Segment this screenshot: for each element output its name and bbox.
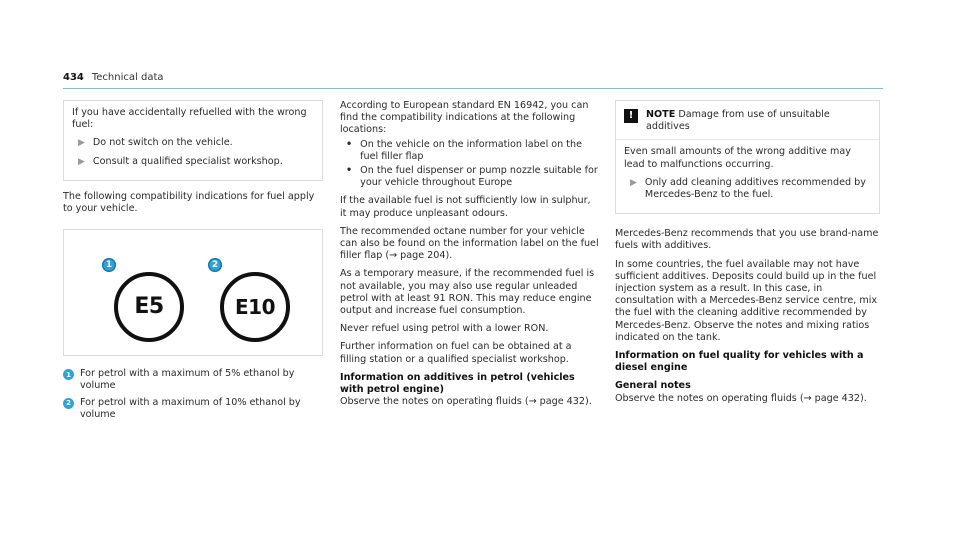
- column-3: [615, 100, 880, 411]
- location-list: [340, 139, 600, 190]
- list-item: • On the fuel dispenser or pump nozzle suitable for your vehicle throughout Europe: [340, 165, 600, 189]
- triangle-icon: ▶: [630, 177, 637, 188]
- legend-badge-2: 2: [63, 398, 74, 409]
- page-header: [63, 72, 164, 84]
- step-item: [78, 156, 314, 168]
- note-box: [615, 100, 880, 214]
- step-text: Consult a qualified specialist workshop.: [92, 155, 283, 167]
- e5-label: E5: [114, 272, 184, 342]
- figure-badge-1: 1: [102, 258, 116, 272]
- figure-badge-2: 2: [208, 258, 222, 272]
- octane-para: The recommended octane number for your vehicle can also be found on the information label on the fuel filler flap (→ page 204).: [340, 225, 599, 262]
- column-2: [340, 100, 600, 414]
- note-body: [616, 140, 879, 213]
- legend-badge-1: 1: [63, 369, 74, 380]
- compat-para: The following compatibility indications for fuel apply to your vehicle.: [63, 190, 315, 215]
- note-text: Even small amounts of the wrong additive may lead to malfunctions occurring.: [624, 146, 851, 170]
- step-text: Only add cleaning additives recommended by Mercedes-Benz to the fuel.: [644, 176, 866, 201]
- header-rule: [63, 88, 883, 89]
- fuel-label-figure: [63, 229, 323, 356]
- sulphur-para: If the available fuel is not sufficiently low in sulphur, it may produce unpleasant odours.: [340, 195, 591, 219]
- wrong-fuel-box: [63, 100, 323, 181]
- legend-item: [63, 368, 323, 392]
- diesel-heading: Information on fuel quality for vehicles with a diesel engine: [615, 350, 864, 374]
- countries-para: In some countries, the fuel available may not have sufficient additives. Deposits could build up in the fuel injection system as a result. In this case, in consultation with a Mercedes-Benz service centre, mix the fuel with the cleaning additive recommended by Mercedes-Benz. Observe the notes and mixing ratios indicated on the tank.: [615, 258, 878, 343]
- note-title-wrap: [646, 109, 871, 133]
- triangle-icon: ▶: [78, 156, 85, 167]
- note-header: [616, 101, 879, 140]
- column-1: [63, 100, 323, 425]
- standard-para: According to European standard EN 16942, you can find the compatibility indications at the following locations:: [340, 100, 589, 136]
- brand-para: Mercedes-Benz recommends that you use brand-name fuels with additives.: [615, 228, 879, 252]
- additives-heading: Information on additives in petrol (vehicles with petrol engine): [340, 371, 575, 396]
- e10-label: E10: [220, 272, 290, 342]
- observe-para-2: Observe the notes on operating fluids (→ page 432).: [615, 392, 867, 404]
- step-text: Do not switch on the vehicle.: [92, 137, 233, 149]
- legend-text: For petrol with a maximum of 5% ethanol by volume: [80, 368, 295, 392]
- note-label: NOTE: [646, 109, 676, 120]
- step-item: [630, 177, 871, 201]
- further-para: Further information on fuel can be obtained at a filling station or a qualified specialist workshop.: [340, 341, 572, 365]
- general-notes-heading: General notes: [615, 380, 691, 392]
- never-para: Never refuel using petrol with a lower RON.: [340, 323, 549, 335]
- temporary-para: As a temporary measure, if the recommended fuel is not available, you may also use regular unleaded petrol with at least 91 RON. This may reduce engine output and increase fuel consumption.: [340, 268, 595, 317]
- list-item: • On the vehicle on the information label on the fuel filler flap: [340, 139, 600, 163]
- list-item-text: On the fuel dispenser or pump nozzle suitable for your vehicle throughout Europe: [360, 165, 598, 189]
- note-title: Damage from use of unsuitable additives: [646, 109, 830, 133]
- warning-icon: !: [624, 109, 638, 123]
- list-item-text: On the vehicle on the information label on the fuel filler flap: [360, 138, 583, 162]
- page-title: Technical data: [91, 72, 164, 83]
- legend-item: [63, 397, 323, 421]
- step-item: [78, 137, 314, 149]
- triangle-icon: ▶: [78, 138, 85, 149]
- box-intro: If you have accidentally refuelled with the wrong fuel:: [72, 107, 307, 131]
- page-number: 434: [63, 72, 84, 83]
- observe-para: Observe the notes on operating fluids (→ page 432).: [340, 396, 592, 408]
- legend-text: For petrol with a maximum of 10% ethanol by volume: [80, 396, 301, 420]
